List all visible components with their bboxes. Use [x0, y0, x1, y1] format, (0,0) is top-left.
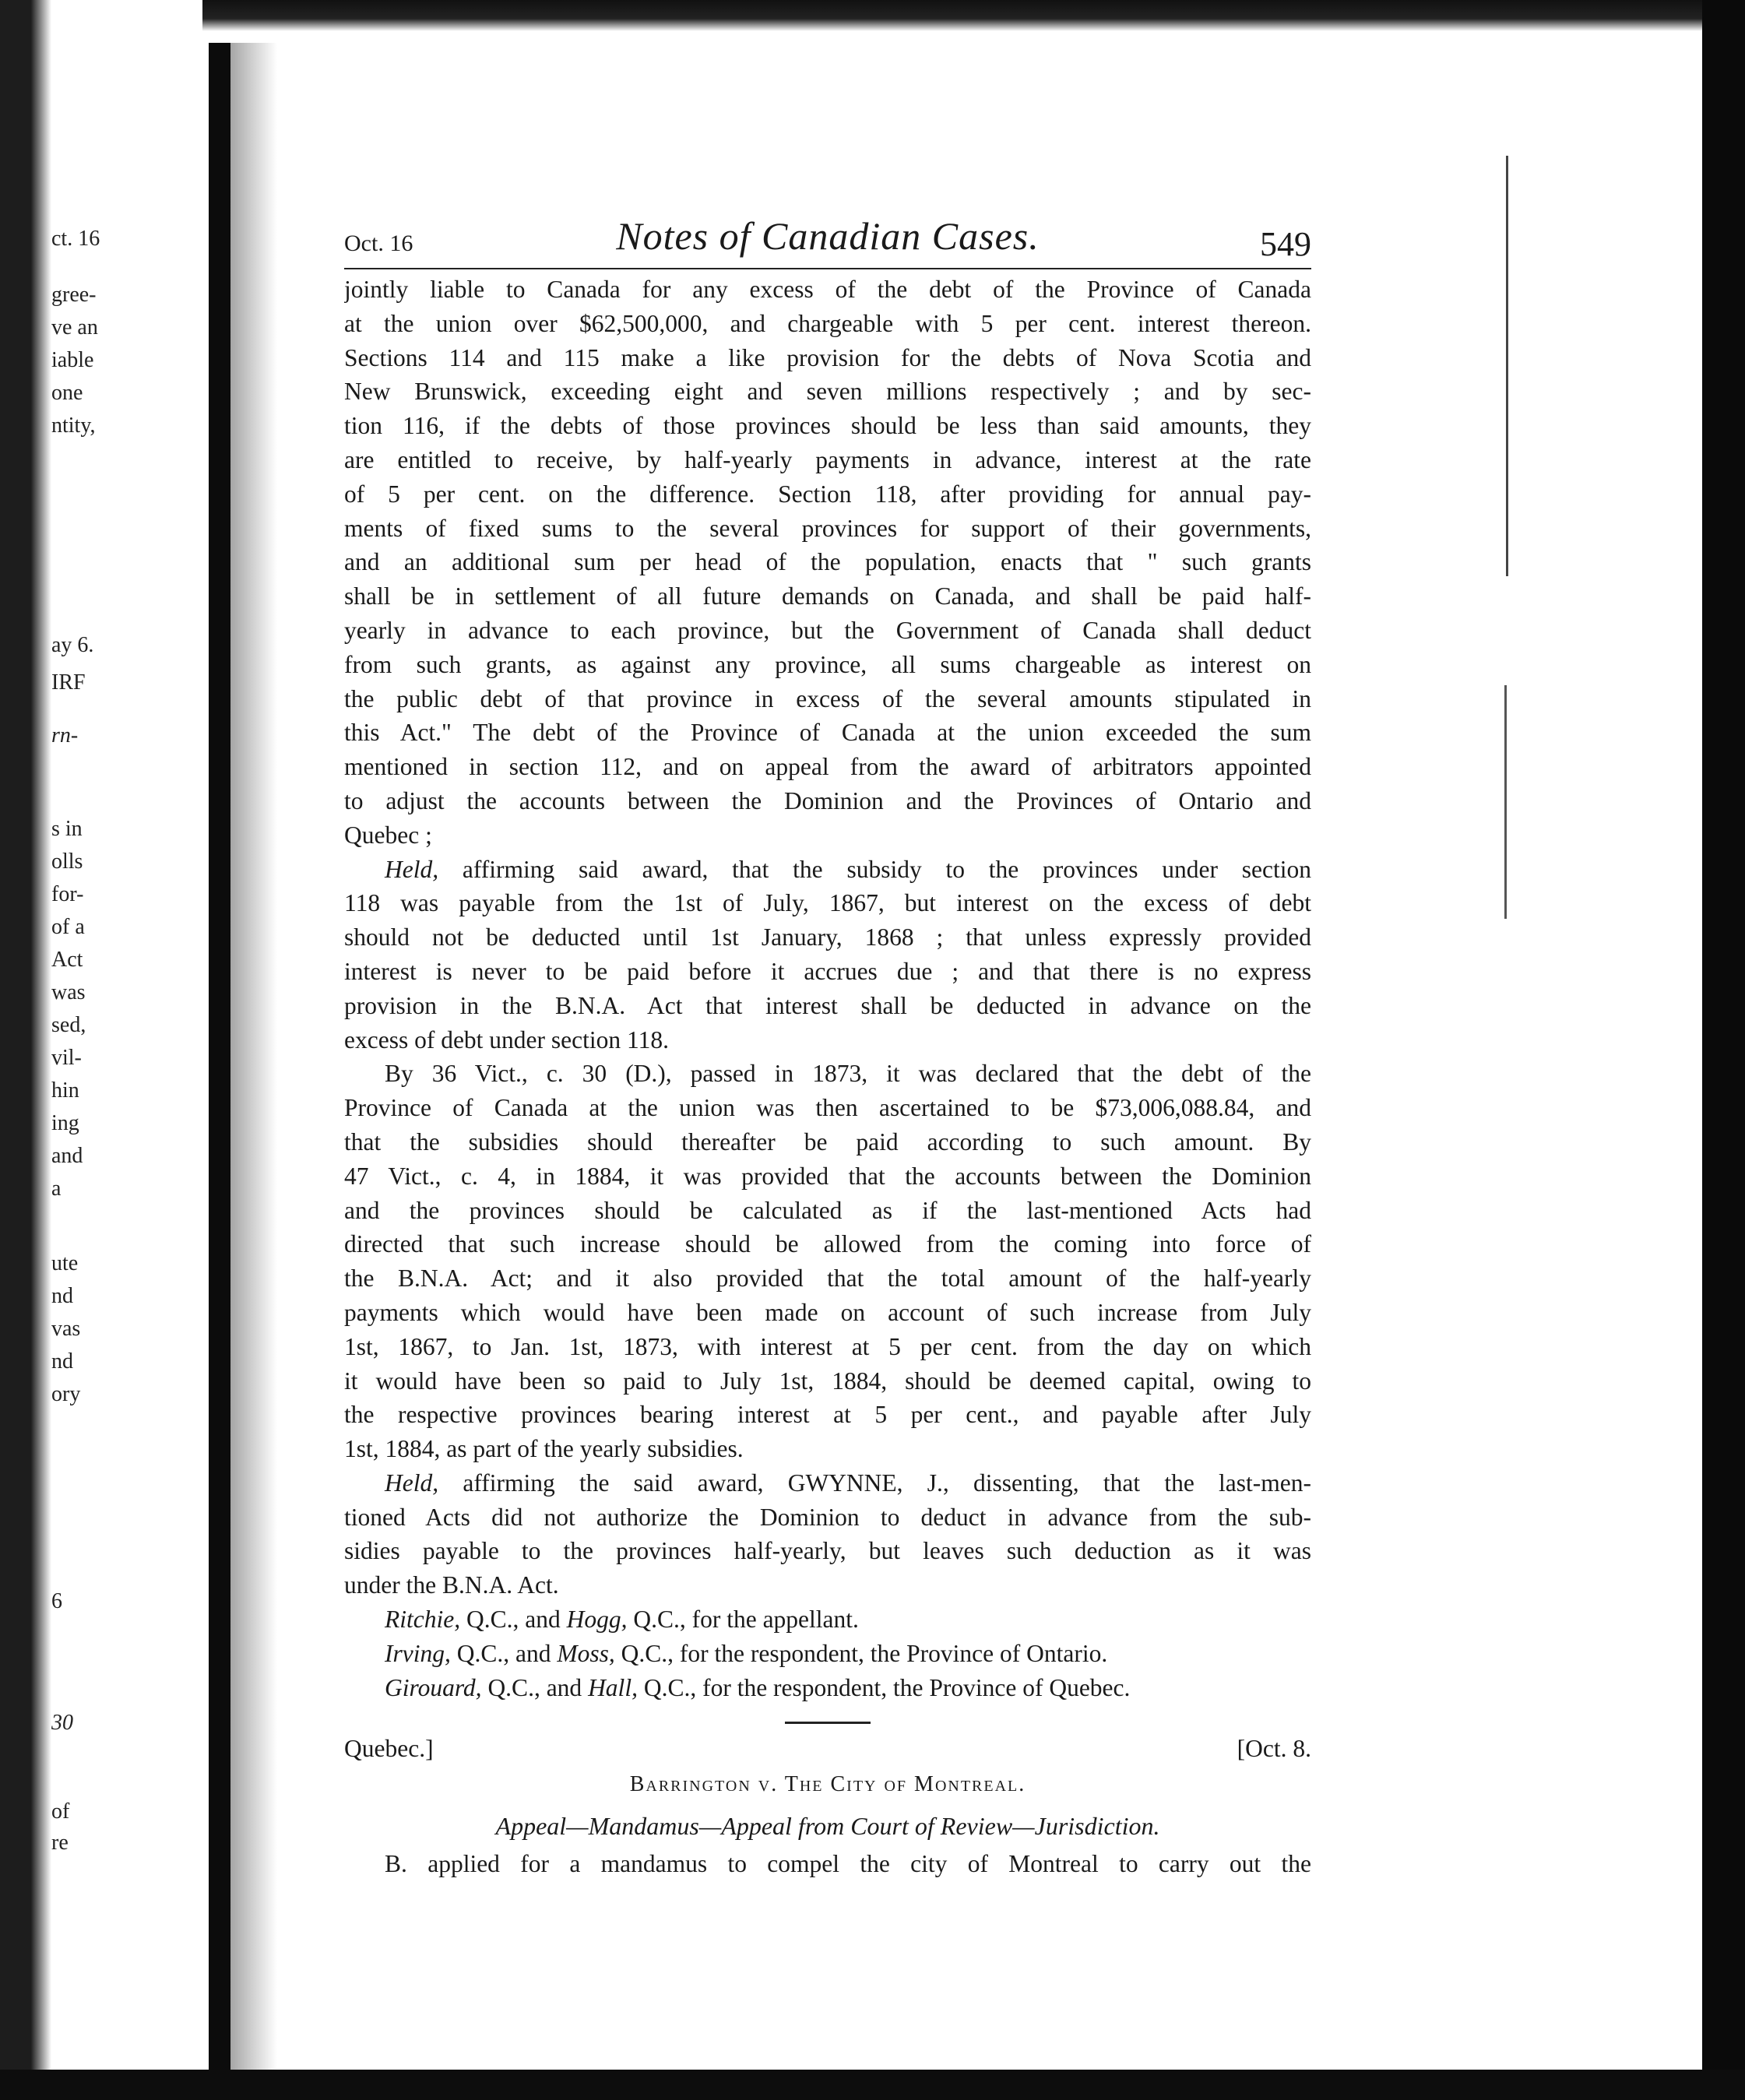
text-line: to adjust the accounts between the Dominion and the Provinces of Ontario and — [344, 786, 1311, 814]
counsel-name: Hall, — [588, 1673, 638, 1701]
margin-fragment: nd — [51, 1284, 73, 1308]
text-line: at the union over $62,500,000, and chargeable with 5 per cent. interest thereon. — [344, 309, 1311, 337]
margin-fragment: nd — [51, 1349, 73, 1374]
body-text — [344, 273, 1311, 1704]
held-text: affirming said award, that the subsidy to the provinces under section — [438, 855, 1311, 883]
counsel-name: Girouard, — [385, 1673, 482, 1701]
text-line: of 5 per cent. on the difference. Section 118, after providing for annual pay- — [344, 480, 1311, 508]
margin-fragment: rn- — [51, 723, 79, 747]
margin-fragment: 30 — [51, 1711, 73, 1735]
text-line: and an additional sum per head of the population, enacts that " such grants — [344, 548, 1311, 576]
counsel-name: Hogg, — [566, 1606, 628, 1634]
text-line: 118 was payable from the 1st of July, 1867, but interest on the excess of debt — [344, 889, 1311, 917]
text-line: it would have been so paid to July 1st, 1884, should be deemed capital, owing to — [344, 1367, 1311, 1395]
text-line: 47 Vict., c. 4, in 1884, it was provided that the accounts between the Dominion — [344, 1162, 1311, 1190]
margin-fragment: Act — [51, 948, 83, 972]
text-line: B. applied for a mandamus to compel the city of Montreal to carry out the — [385, 1850, 1311, 1878]
text-line: Sections 114 and 115 make a like provision for the debts of Nova Scotia and — [344, 343, 1311, 371]
text-line: and the provinces should be calculated as if the last-mentioned Acts had — [344, 1196, 1311, 1224]
text-line: Province of Canada at the union was then ascertained to be $73,006,088.84, and — [344, 1094, 1311, 1122]
margin-fragment: 6 — [51, 1589, 62, 1613]
margin-fragment: ct. 16 — [51, 227, 100, 251]
header-title: Notes of Canadian Cases. — [616, 214, 1040, 258]
gutter-shadow — [230, 43, 277, 2070]
text-line: from such grants, as against any province, all sums chargeable as interest on — [344, 650, 1311, 678]
text-line: jointly liable to Canada for any excess of the debt of the Province of Canada — [344, 276, 1311, 303]
running-header — [344, 210, 1311, 269]
text-line: Quebec ; — [344, 821, 432, 849]
held-paragraph-first-line — [344, 853, 1311, 887]
text-line: tion 116, if the debts of those provinces should be less than said amounts, they — [344, 412, 1311, 440]
held-label: Held, — [385, 855, 439, 883]
text-line: the respective provinces bearing interest at 5 per cent., and payable after July — [344, 1401, 1311, 1429]
case-date: [Oct. 8. — [1237, 1735, 1311, 1763]
previous-page-fragments — [51, 226, 207, 2017]
margin-rule-right — [1506, 156, 1508, 576]
text-line: By 36 Vict., c. 30 (D.), passed in 1873, it was declared that the debt of the — [385, 1060, 1311, 1088]
margin-fragment: and — [51, 1144, 83, 1168]
counsel-text: Q.C., for the respondent, the Province of Quebec. — [637, 1673, 1131, 1701]
counsel-text: Q.C., and — [481, 1673, 589, 1701]
text-line: ments of fixed sums to the several provinces for support of their governments, — [344, 514, 1311, 542]
header-date: Oct. 16 — [344, 230, 413, 256]
text-line: should not be deducted until 1st January, 1868 ; that unless expressly provided — [344, 923, 1311, 952]
text-line: yearly in advance to each province, but the Government of Canada shall deduct — [344, 616, 1311, 644]
text-line: sidies payable to the provinces half-yearly, but leaves such deduction as it was — [344, 1537, 1311, 1565]
margin-fragment: was — [51, 980, 86, 1004]
text-line: this Act." The debt of the Province of Canada at the union exceeded the sum — [344, 719, 1311, 747]
book-spine-shadow — [209, 43, 230, 2070]
margin-fragment: ory — [51, 1382, 81, 1406]
case-court: Quebec.] — [344, 1735, 434, 1763]
margin-fragment: one — [51, 381, 83, 405]
counsel-name: Ritchie, — [385, 1606, 461, 1634]
text-line: 1st, 1867, to Jan. 1st, 1873, with interest at 5 per cent. from the day on which — [344, 1332, 1311, 1360]
counsel-text: Q.C., and — [460, 1606, 567, 1634]
text-line: that the subsidies should thereafter be paid according to such amount. By — [344, 1127, 1311, 1156]
margin-fragment: IRF — [51, 670, 86, 695]
scan-left-edge — [0, 0, 51, 2100]
margin-fragment: s in — [51, 817, 83, 841]
scan-top-edge — [202, 0, 1745, 31]
text-line: the public debt of that province in excess of the several amounts stipulated in — [344, 684, 1311, 712]
margin-fragment: ve an — [51, 315, 98, 339]
text-line: excess of debt under section 118. — [344, 1025, 669, 1054]
scan-right-edge — [1702, 0, 1745, 2100]
counsel-line — [344, 1637, 1311, 1671]
section-divider — [785, 1722, 871, 1724]
margin-fragment: of a — [51, 915, 85, 939]
scan-bottom-edge — [0, 2070, 1745, 2100]
margin-fragment: ay 6. — [51, 633, 94, 657]
text-line: provision in the B.N.A. Act that interest shall be deducted in advance on the — [344, 991, 1311, 1019]
text-line: under the B.N.A. Act. — [344, 1571, 559, 1599]
margin-fragment: ing — [51, 1111, 79, 1135]
margin-fragment: iable — [51, 348, 94, 372]
margin-fragment: hin — [51, 1078, 79, 1103]
margin-fragment: a — [51, 1177, 62, 1201]
counsel-line — [344, 1671, 1311, 1705]
counsel-line — [344, 1602, 1311, 1637]
text-line: payments which would have been made on account of such increase from July — [344, 1298, 1311, 1326]
margin-fragment: of — [51, 1799, 70, 1824]
counsel-name: Irving, — [385, 1639, 451, 1667]
counsel-text: Q.C., for the respondent, the Province of Ontario. — [614, 1639, 1108, 1667]
text-line: mentioned in section 112, and on appeal from the award of arbitrators appointed — [344, 753, 1311, 781]
held-paragraph-first-line — [344, 1466, 1311, 1500]
text-line: tioned Acts did not authorize the Dominion to deduct in advance from the sub- — [344, 1503, 1311, 1531]
text-line: directed that such increase should be allowed from the coming into force of — [344, 1230, 1311, 1258]
margin-fragment: re — [51, 1831, 69, 1855]
margin-fragment: olls — [51, 849, 83, 874]
counsel-name: Moss, — [557, 1639, 615, 1667]
margin-fragment: ntity, — [51, 413, 96, 438]
margin-fragment: for- — [51, 882, 84, 906]
text-line: New Brunswick, exceeding eight and seven millions respectively ; and by sec- — [344, 378, 1311, 406]
text-line: are entitled to receive, by half-yearly payments in advance, interest at the rate — [344, 445, 1311, 473]
text-line: interest is never to be paid before it accrues due ; and that there is no express — [344, 957, 1311, 985]
text-line: 1st, 1884, as part of the yearly subsidies. — [344, 1435, 744, 1463]
counsel-text: Q.C., for the appellant. — [627, 1606, 859, 1634]
case-headnote: Appeal—Mandamus—Appeal from Court of Review—Jurisdiction. — [495, 1812, 1160, 1841]
margin-fragment: gree- — [51, 283, 97, 307]
margin-fragment: ute — [51, 1251, 79, 1275]
held-label: Held, — [385, 1469, 439, 1497]
margin-fragment: vas — [51, 1317, 81, 1341]
text-line: the B.N.A. Act; and it also provided that the total amount of the half-yearly — [344, 1265, 1311, 1293]
case-court-row — [344, 1732, 1311, 1769]
margin-fragment: vil- — [51, 1046, 82, 1070]
page-number: 549 — [1260, 225, 1311, 263]
counsel-text: Q.C., and — [450, 1639, 558, 1667]
case-title: Barrington v. The City of Montreal. — [629, 1772, 1026, 1797]
margin-fragment: sed, — [51, 1013, 86, 1037]
page-549 — [344, 210, 1311, 1881]
margin-rule-right-lower — [1504, 685, 1507, 919]
text-line: shall be in settlement of all future demands on Canada, and shall be paid half- — [344, 582, 1311, 610]
held-text: affirming the said award, GWYNNE, J., dissenting, that the last-men- — [438, 1469, 1311, 1497]
